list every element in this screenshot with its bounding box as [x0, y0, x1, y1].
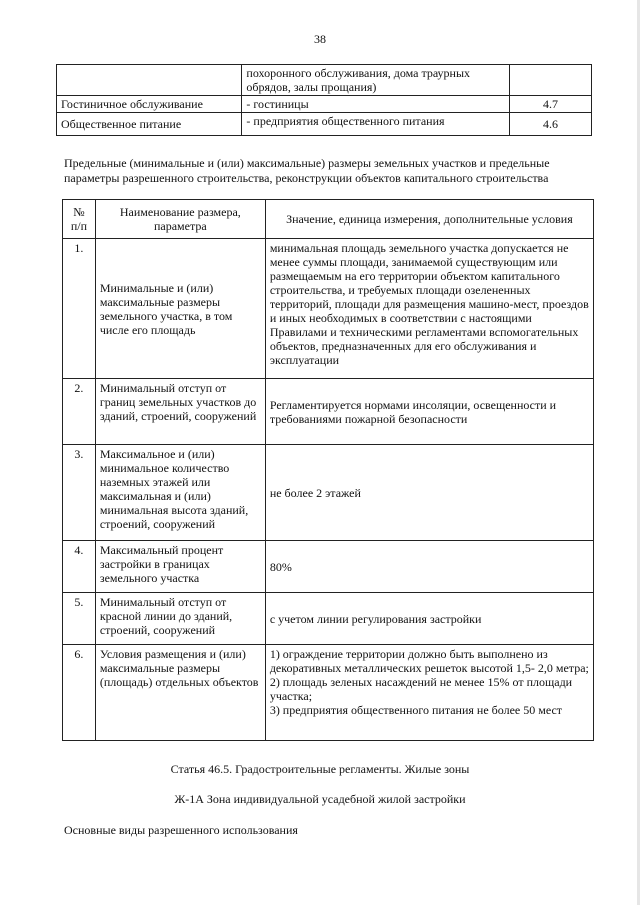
article-heading: Статья 46.5. Градостроительные регламенты. Жилые зоны — [170, 762, 470, 776]
table-row — [57, 113, 592, 136]
intro-paragraph: Предельные (минимальные и (или) максимальные) размеры земельных участков и предельные параметры разрешенного строительства, реконструкции объектов капитального строительства — [64, 156, 550, 185]
table-row — [63, 379, 594, 445]
use-name: Гостиничное обслуживание — [57, 96, 242, 113]
row-number: 5. — [63, 593, 96, 645]
header-number: № п/п — [63, 200, 96, 239]
use-name — [57, 65, 242, 96]
table-row — [63, 645, 594, 741]
row-number: 3. — [63, 445, 96, 541]
table-row — [63, 593, 594, 645]
table-header-row — [63, 200, 594, 239]
row-value: минимальная площадь земельного участка допускается не менее суммы площади, занимаемой существующим или размещаемым на его территории объектом капитального строительства, и требуемых площади озелененных территорий, площади для размещения машино-мест, проездов и иных необходимых в соответствии с настоящими Правилами и техническими регламентами вспомогательных объектов, предназначенных для его обслуживания и эксплуатации — [265, 239, 593, 379]
table-row — [63, 239, 594, 379]
use-code: 4.7 — [510, 96, 592, 113]
row-value: 80% — [265, 541, 593, 593]
row-value: Регламентируется нормами инсоляции, освещенности и требованиями пожарной безопасности — [265, 379, 593, 445]
row-number: 6. — [63, 645, 96, 741]
row-param: Минимальный отступ от границ земельных участков до зданий, строений, сооружений — [95, 379, 265, 445]
use-name: Общественное питание — [57, 113, 242, 136]
table-row — [57, 96, 592, 113]
row-value: не более 2 этажей — [265, 445, 593, 541]
row-param: Минимальные и (или) максимальные размеры земельного участка, в том числе его площадь — [95, 239, 265, 379]
parameters-table — [62, 199, 594, 741]
zone-heading: Ж-1А Зона индивидуальной усадебной жилой застройки — [174, 792, 466, 806]
row-number: 4. — [63, 541, 96, 593]
row-param: Условия размещения и (или) максимальные размеры (площадь) отдельных объектов — [95, 645, 265, 741]
header-value: Значение, единица измерения, дополнительные условия — [265, 200, 593, 239]
row-value — [265, 645, 593, 741]
table-row — [63, 541, 594, 593]
use-code: 4.6 — [510, 113, 592, 136]
condition-line: 1) ограждение территории должно быть выполнено из декоративных металлических решеток высотой 1,5- 2,0 метра; — [269, 647, 589, 675]
row-number: 2. — [63, 379, 96, 445]
row-number: 1. — [63, 239, 96, 379]
use-description: - предприятия общественного питания — [242, 113, 510, 136]
row-param: Максимальное и (или) минимальное количество наземных этажей или максимальная и (или) минимальная высота зданий, строений, сооружений — [95, 445, 265, 541]
use-description: - гостиницы — [242, 96, 510, 113]
header-param: Наименование размера, параметра — [95, 200, 265, 239]
table-row — [57, 65, 592, 96]
section-label: Основные виды разрешенного использования — [64, 823, 298, 837]
row-param: Максимальный процент застройки в границах земельного участка — [95, 541, 265, 593]
use-code — [510, 65, 592, 96]
row-value: с учетом линии регулирования застройки — [265, 593, 593, 645]
condition-line: 2) площадь зеленых насаждений не менее 15% от площади участка; — [269, 675, 573, 703]
zoning-uses-table-continued — [56, 64, 592, 136]
page-number: 38 — [314, 32, 326, 46]
row-param: Минимальный отступ от красной линии до зданий, строений, сооружений — [95, 593, 265, 645]
use-description: похоронного обслуживания, дома траурных обрядов, залы прощания) — [242, 65, 510, 96]
table-row — [63, 445, 594, 541]
condition-line: 3) предприятия общественного питания не более 50 мест — [269, 703, 563, 717]
